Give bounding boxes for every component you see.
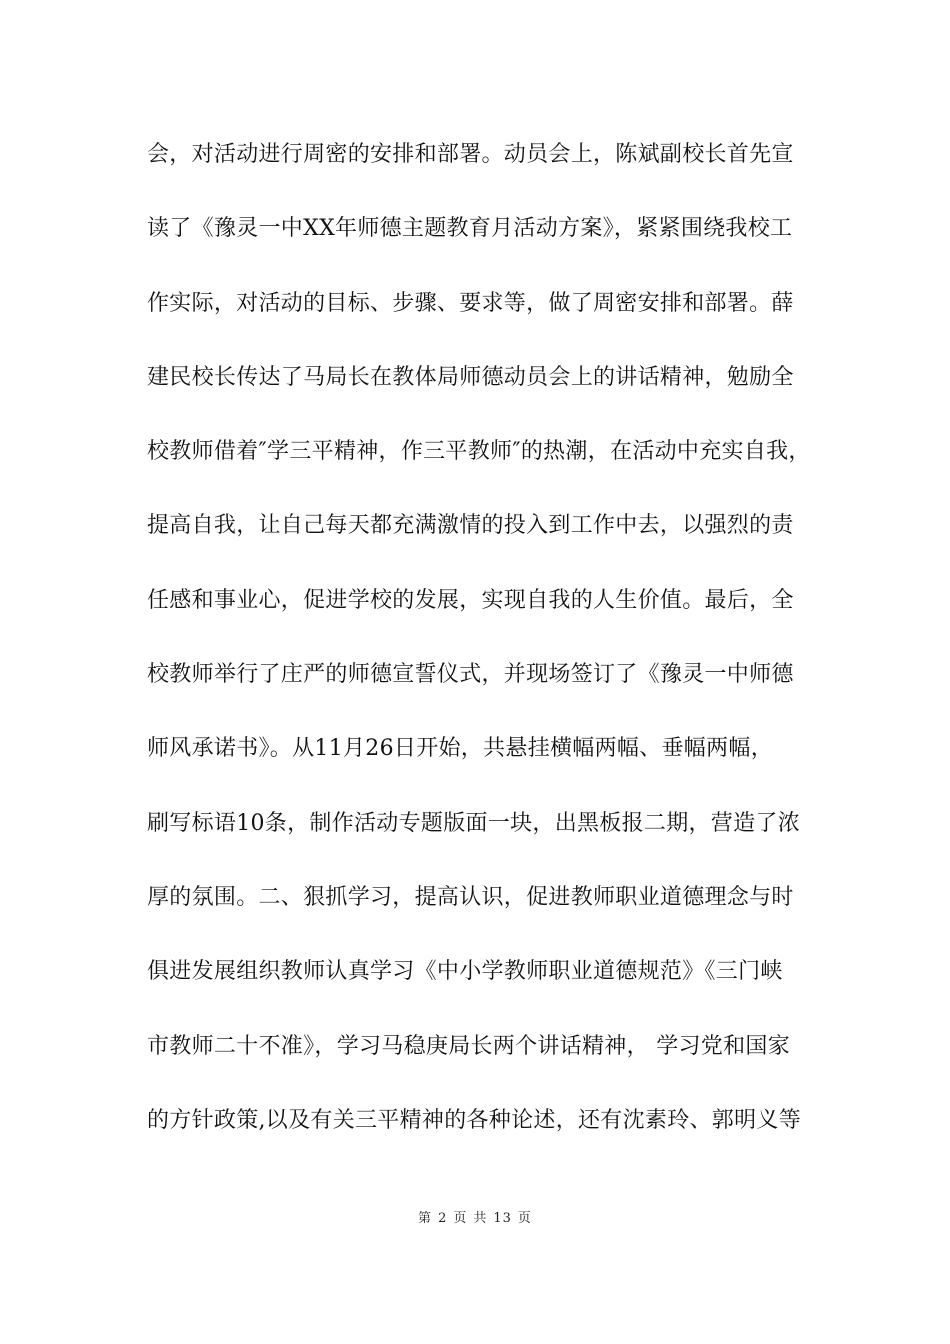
text-line: 作实际，对活动的目标、步骤、要求等，做了周密安排和部署。薛 xyxy=(147,290,794,316)
footer-total-pages: 13 xyxy=(493,1211,512,1226)
footer-page-unit: 页 xyxy=(453,1211,468,1226)
text-line: 提高自我，让自己每天都充满激情的投入到工作中去，以强烈的责 xyxy=(147,513,794,539)
text-line: 建民校长传达了马局长在教体局师德动员会上的讲话精神，勉励全 xyxy=(147,364,794,390)
body-text xyxy=(147,132,837,1172)
text-line: 任感和事业心，促进学校的发展，实现自我的人生价值。最后，全 xyxy=(147,587,794,613)
text-line: 读了《豫灵一中XX年师德主题教育月活动方案》，紧紧围绕我校工 xyxy=(147,216,793,242)
text-line: 师风承诺书》。从11月26日开始，共悬挂横幅两幅、垂幅两幅， xyxy=(147,736,773,762)
text-line: 刷写标语10条，制作活动专题版面一块，出黑板报二期，营造了浓 xyxy=(147,810,800,836)
text-line: 市教师二十不准》，学习马稳庚局长两个讲话精神， 学习党和国家 xyxy=(147,1033,790,1059)
text-line: 的方针政策,以及有关三平精神的各种论述，还有沈素玲、郭明义等 xyxy=(147,1107,801,1133)
text-line: 俱进发展组织教师认真学习《中小学教师职业道德规范》《三门峡 xyxy=(147,959,783,985)
text-line: 校教师举行了庄严的师德宣誓仪式，并现场签订了《豫灵一中师德 xyxy=(147,662,794,688)
text-line: 厚的氛围。二、狠抓学习，提高认识，促进教师职业道德理念与时 xyxy=(147,884,794,910)
page-footer xyxy=(0,1207,950,1226)
footer-current-page: 2 xyxy=(438,1211,448,1226)
footer-total-prefix: 共 xyxy=(473,1211,488,1226)
text-line: 会，对活动进行周密的安排和部署。动员会上，陈斌副校长首先宣 xyxy=(147,142,794,167)
footer-prefix: 第 xyxy=(418,1211,433,1226)
footer-suffix: 页 xyxy=(517,1211,532,1226)
text-line: 校教师借着″学三平精神，作三平教师″的热潮，在活动中充实自我， xyxy=(147,439,811,465)
